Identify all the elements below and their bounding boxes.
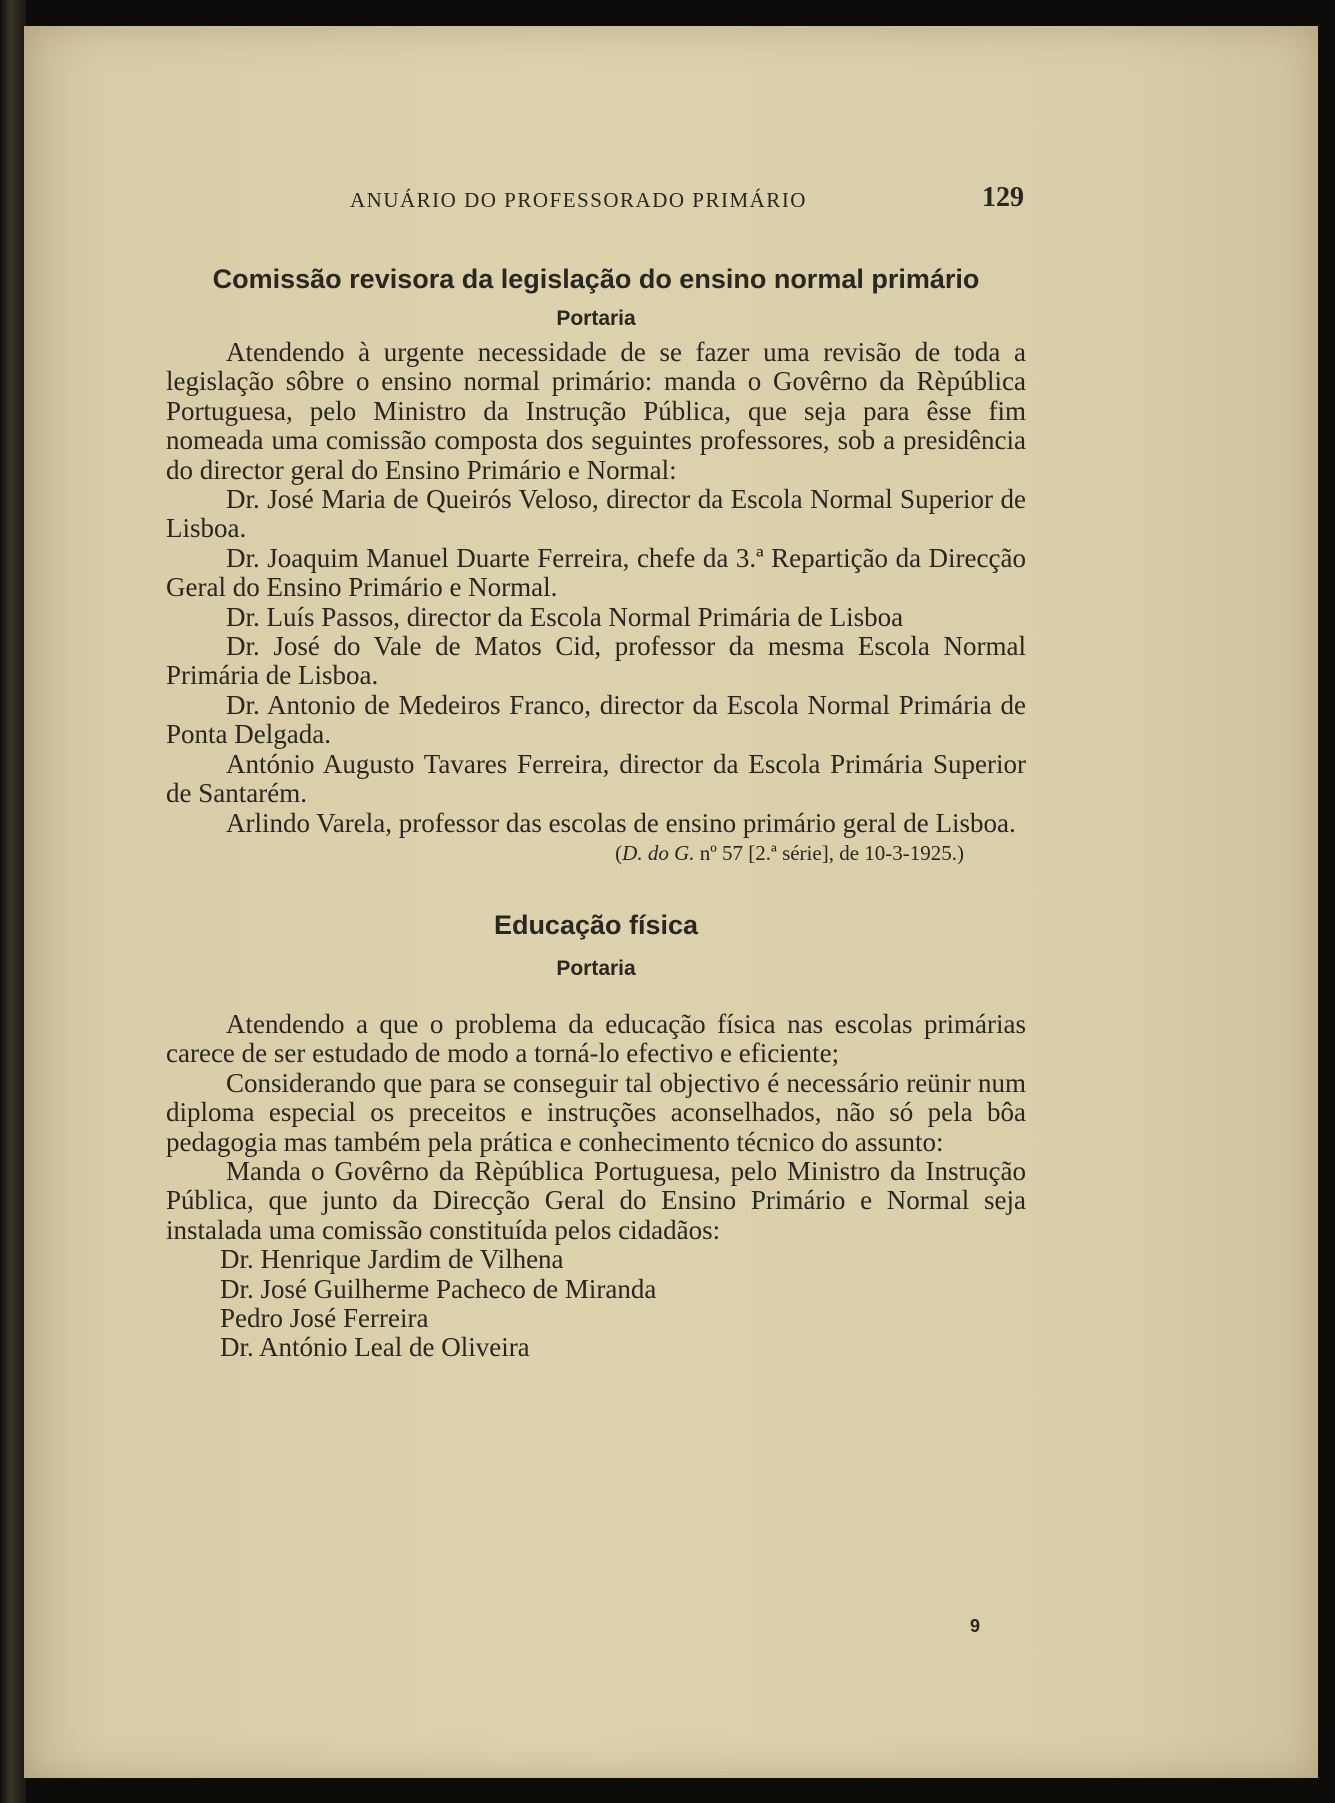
member-item: Pedro José Ferreira <box>220 1302 429 1333</box>
section-subtitle-portaria: Portaria <box>556 956 636 980</box>
intro-paragraph: Atendendo à urgente necessidade de se fazer uma revisão de toda a legislação sôbre o ensino normal primário: manda o Govêrno da Rèpública Portuguesa, pelo Ministro da Instrução Pública, que seja para êsse fim nomeada uma comissão composta dos seguintes professores, sob a presidência do director geral do Ensino Primário e Normal: <box>166 337 1026 485</box>
citation <box>166 838 1026 868</box>
citation-source: D. do G. <box>622 840 695 865</box>
citation-details: nº 57 [2.ª série], de 10-3-1925.) <box>699 840 964 865</box>
member-item: Dr. Luís Passos, director da Escola Normal Primária de Lisboa <box>226 601 904 632</box>
member-item: Dr. José Guilherme Pacheco de Miranda <box>220 1273 657 1304</box>
page-header <box>0 182 1335 218</box>
member-item: Dr. Antonio de Medeiros Franco, director da Escola Normal Primária de Ponta Delgada. <box>166 689 1026 750</box>
book-spine <box>0 0 26 1803</box>
member-item: Dr. José do Vale de Matos Cid, professor da mesma Escola Normal Primária de Lisboa. <box>166 631 1026 691</box>
citation-open: ( <box>615 840 623 865</box>
page-number: 129 <box>982 182 1024 213</box>
member-item: António Augusto Tavares Ferreira, director da Escola Primária Superior de Santarém. <box>166 748 1026 809</box>
section-title-comissao: Comissão revisora da legislação do ensino normal primário <box>212 264 980 294</box>
page-body <box>166 262 1026 1363</box>
member-item: Dr. José Maria de Queirós Veloso, director da Escola Normal Superior de Lisboa. <box>166 484 1026 544</box>
body-paragraph: Manda o Govêrno da Rèpública Portuguesa, pelo Ministro da Instrução Pública, que junto da Direcção Geral do Ensino Primário e Normal seja instalada uma comissão constituída pelos cidadãos: <box>166 1155 1026 1245</box>
running-head: ANUÁRIO DO PROFESSORADO PRIMÁRIO <box>350 188 807 212</box>
member-item: Dr. Joaquim Manuel Duarte Ferreira, chefe da 3.ª Repartição da Direcção Geral do Ensino Primário e Normal. <box>166 542 1026 603</box>
body-paragraph: Atendendo a que o problema da educação física nas escolas primárias carece de ser estudado de modo a torná-lo efectivo e eficiente; <box>166 1008 1026 1069</box>
section-title-educacao: Educação física <box>493 909 699 940</box>
member-item: Dr. António Leal de Oliveira <box>220 1332 530 1363</box>
member-item: Arlindo Varela, professor das escolas de ensino primário geral de Lisboa. <box>226 807 1016 838</box>
body-paragraph: Considerando que para se conseguir tal objectivo é necessário reünir num diploma especial os preceitos e instruções aconselhados, não só pela bôa pedagogia mas também pela prática e conhecimento técnico do assunto: <box>166 1067 1026 1157</box>
member-item: Dr. Henrique Jardim de Vilhena <box>220 1244 564 1275</box>
signature-mark: 9 <box>970 1616 981 1636</box>
section-subtitle-portaria: Portaria <box>556 307 636 330</box>
